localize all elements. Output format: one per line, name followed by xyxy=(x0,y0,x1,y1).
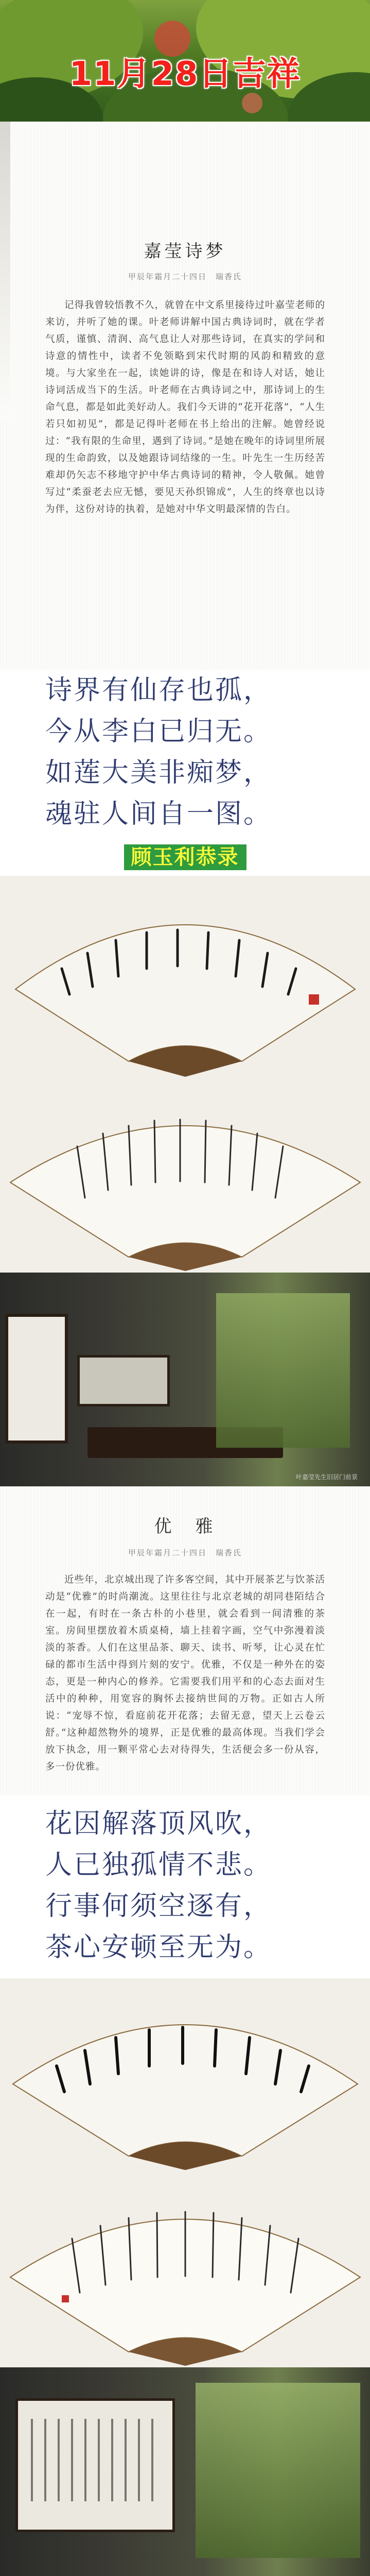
poem-2 xyxy=(45,1803,333,1968)
essay-1-author: 甲辰年霜月二十四日 瑞香氏 xyxy=(128,272,242,281)
fan-3-graphic xyxy=(0,1978,370,2172)
poem-1-line: 魂驻人间自一图。 xyxy=(45,799,272,829)
calligrapher-banner xyxy=(0,841,370,870)
poem-1-line: 诗界有仙存也孤， xyxy=(45,675,272,706)
poem-1 xyxy=(45,670,333,835)
poem-2-line: 花因解落顶风吹， xyxy=(45,1808,272,1839)
fan-2-graphic xyxy=(0,1079,370,1273)
fan-image-2 xyxy=(0,1079,370,1273)
room-photo-caption: 叶嘉莹先生旧居门前景 xyxy=(295,1473,358,1481)
poem-2-line: 茶心安顿至无为。 xyxy=(45,1932,272,1963)
hero-date-title: 11月28日吉祥 xyxy=(69,55,301,93)
essay-2-body: 近些年，北京城出现了许多客空间，其中开展茶艺与饮茶活动是“优雅”的时尚潮流。这里往往与北京老城的胡同巷陌结合在一起，有时在一条古朴的小巷里，就会看到一间清雅的茶室。房间里摆放着木质桌椅，墙上挂着字画，空气中弥漫着淡淡的茶香。人们在这里品茶、聊天、读书、听琴，让心灵在忙碌的都市生活中得到片刻的安宁。优雅，不仅是一种外在的姿态，更是一种内心的修养。它需要我们用平和的心态去面对生活中的种种，用宽容的胸怀去接纳世间的万物。正如古人所说：“宠辱不惊，看庭前花开花落；去留无意，望天上云卷云舒。”这种超然物外的境界，正是优雅的最高体现。当我们学会放下执念，用一颗平常心去对待得失，生活便会多一份从容，多一份优雅。 xyxy=(45,1574,325,1772)
essay-2-title: 优 雅 xyxy=(154,1516,216,1537)
room-photo-2 xyxy=(0,2367,370,2576)
poem-2-line: 人已独孤情不悲。 xyxy=(45,1850,272,1880)
essay-1-body: 记得我曾较悟教不久，就曾在中文系里接待过叶嘉莹老师的来访，并听了她的课。叶老师讲解中国古典诗词时，就在学者气质，谨慎、清润、高气息让人对那些诗词，在真实的学问和诗意的情性中，读者不免领略到宋代时期的风韵和精致的意境。与大家坐在一起，读她讲的诗，像是在和诗人对话，她让诗词活成当下的生活。叶老师在古典诗词之中，那诗词上的生命气息，都是如此美好动人。我们今天讲的“花开花落”，“人生若只如初见”，都是记得叶老师在书上给出的注解。她曾经说过：“我有限的生命里，遇到了诗词。”是她在晚年的诗词里所展现的生命韵致，以及她跟诗词结缘的一生。叶先生一生历经苦难却仍矢志不移地守护中华古典诗词的精神，令人敬佩。她曾写过“柔蚕老去应无憾，要见天孙织锦成”，人生的终章也以诗为伴，这份对诗的执着，是她对中华文明最深情的告白。 xyxy=(45,300,325,515)
poem-1-line: 如莲大美非痴梦， xyxy=(45,757,272,788)
calligrapher-banner-text: 顾玉利恭录 xyxy=(124,844,246,870)
fan-image-3 xyxy=(0,1978,370,2172)
fan-4-graphic xyxy=(0,2172,370,2367)
essay-1-title: 嘉莹诗梦 xyxy=(144,241,226,262)
essay-section-2 xyxy=(0,1486,370,1795)
poem-1-line: 今从李白已归无。 xyxy=(45,716,272,747)
essay-section-1 xyxy=(0,122,370,670)
fan-image-1 xyxy=(0,876,370,1079)
fan-image-4 xyxy=(0,2172,370,2367)
poem-2-line: 行事何须空逐有， xyxy=(45,1891,272,1922)
hero-banner xyxy=(0,0,370,122)
essay-2-author: 甲辰年霜月二十四日 瑞香氏 xyxy=(128,1548,242,1557)
fan-1-graphic xyxy=(0,876,370,1079)
room-photo-1 xyxy=(0,1273,370,1486)
